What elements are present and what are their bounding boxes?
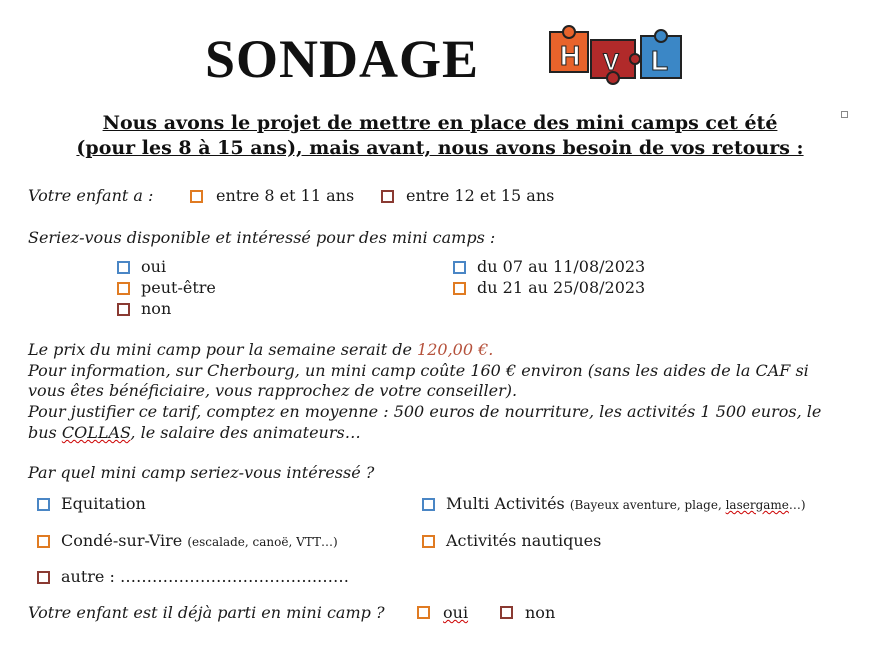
already-non-label: non bbox=[525, 603, 556, 622]
date-2-checkbox[interactable] bbox=[453, 282, 466, 295]
price-line bbox=[28, 340, 493, 359]
multi-activites-label bbox=[446, 494, 806, 513]
conde-sur-vire-title: Condé-sur-Vire bbox=[61, 531, 183, 550]
age-8-11-checkbox[interactable] bbox=[190, 190, 203, 203]
activites-nautiques-checkbox[interactable] bbox=[422, 535, 435, 548]
date-1-checkbox[interactable] bbox=[453, 261, 466, 274]
answer-oui-checkbox[interactable] bbox=[117, 261, 130, 274]
lasergame-word: lasergame bbox=[725, 498, 789, 512]
info-line-2: Pour information, sur Cherbourg, un mini camp coûte 160 € environ (sans les aides de la CAF si bbox=[28, 361, 809, 380]
answer-non-checkbox[interactable] bbox=[117, 303, 130, 316]
logo-piece-h bbox=[550, 26, 588, 72]
multi-activites-detail: (Bayeux aventure, plage, lasergame…) bbox=[569, 498, 806, 512]
heading-line-1: Nous avons le projet de mettre en place des mini camps cet été bbox=[102, 112, 778, 134]
activites-nautiques-label: Activités nautiques bbox=[446, 531, 602, 550]
conde-sur-vire-detail: (escalade, canoë, VTT…) bbox=[187, 535, 338, 549]
conde-sur-vire-label bbox=[61, 531, 338, 550]
info-line-3: vous êtes bénéficiaire, vous rapprochez de votre conseiller). bbox=[28, 381, 518, 400]
bus-prefix: bus bbox=[28, 423, 62, 442]
already-oui-label: oui bbox=[443, 603, 469, 622]
autre-checkbox[interactable] bbox=[37, 571, 50, 584]
bus-suffix: , le salaire des animateurs… bbox=[130, 423, 361, 442]
conde-sur-vire-checkbox[interactable] bbox=[37, 535, 50, 548]
logo-piece-v bbox=[591, 40, 640, 84]
price-value: 120,00 €. bbox=[417, 340, 494, 359]
age-12-15-checkbox[interactable] bbox=[381, 190, 394, 203]
multi-activites-checkbox[interactable] bbox=[422, 498, 435, 511]
logo-piece-l bbox=[641, 30, 681, 78]
price-prefix: Le prix du mini camp pour la semaine serait de bbox=[28, 340, 418, 359]
logo-letter-h: H bbox=[560, 40, 581, 71]
already-question: Votre enfant est il déjà parti en mini camp ? bbox=[28, 603, 385, 622]
multi-activites-title: Multi Activités bbox=[446, 494, 565, 513]
equitation-label: Equitation bbox=[61, 494, 146, 513]
already-non-checkbox[interactable] bbox=[500, 606, 513, 619]
info-line-4: Pour justifier ce tarif, comptez en moyenne : 500 euros de nourriture, les activités 1 500 euros, le bbox=[28, 402, 822, 421]
answer-peut-etre-checkbox[interactable] bbox=[117, 282, 130, 295]
heading-line-2: (pour les 8 à 15 ans), mais avant, nous avons besoin de vos retours : bbox=[76, 137, 804, 159]
logo-letter-v: V bbox=[603, 49, 620, 76]
availability-question: Seriez-vous disponible et intéressé pour des mini camps : bbox=[28, 228, 496, 247]
page-title: SONDAGE bbox=[205, 29, 480, 89]
answer-peut-etre-label: peut-être bbox=[141, 278, 216, 297]
collas-word: COLLAS bbox=[61, 423, 131, 442]
date-2-label: du 21 au 25/08/2023 bbox=[477, 278, 646, 297]
equitation-checkbox[interactable] bbox=[37, 498, 50, 511]
already-oui-checkbox[interactable] bbox=[417, 606, 430, 619]
logo-letter-l: L bbox=[651, 45, 669, 76]
camps-question: Par quel mini camp seriez-vous intéressé ? bbox=[28, 463, 375, 482]
age-question: Votre enfant a : bbox=[28, 186, 154, 205]
autre-label: autre : ……………………………….…… bbox=[61, 567, 350, 586]
age-12-15-label: entre 12 et 15 ans bbox=[406, 186, 555, 205]
age-8-11-label: entre 8 et 11 ans bbox=[216, 186, 355, 205]
answer-oui-label: oui bbox=[141, 257, 167, 276]
answer-non-label: non bbox=[141, 299, 172, 318]
info-line-5 bbox=[28, 423, 361, 442]
date-1-label: du 07 au 11/08/2023 bbox=[477, 257, 646, 276]
hvl-puzzle-logo bbox=[547, 22, 687, 86]
